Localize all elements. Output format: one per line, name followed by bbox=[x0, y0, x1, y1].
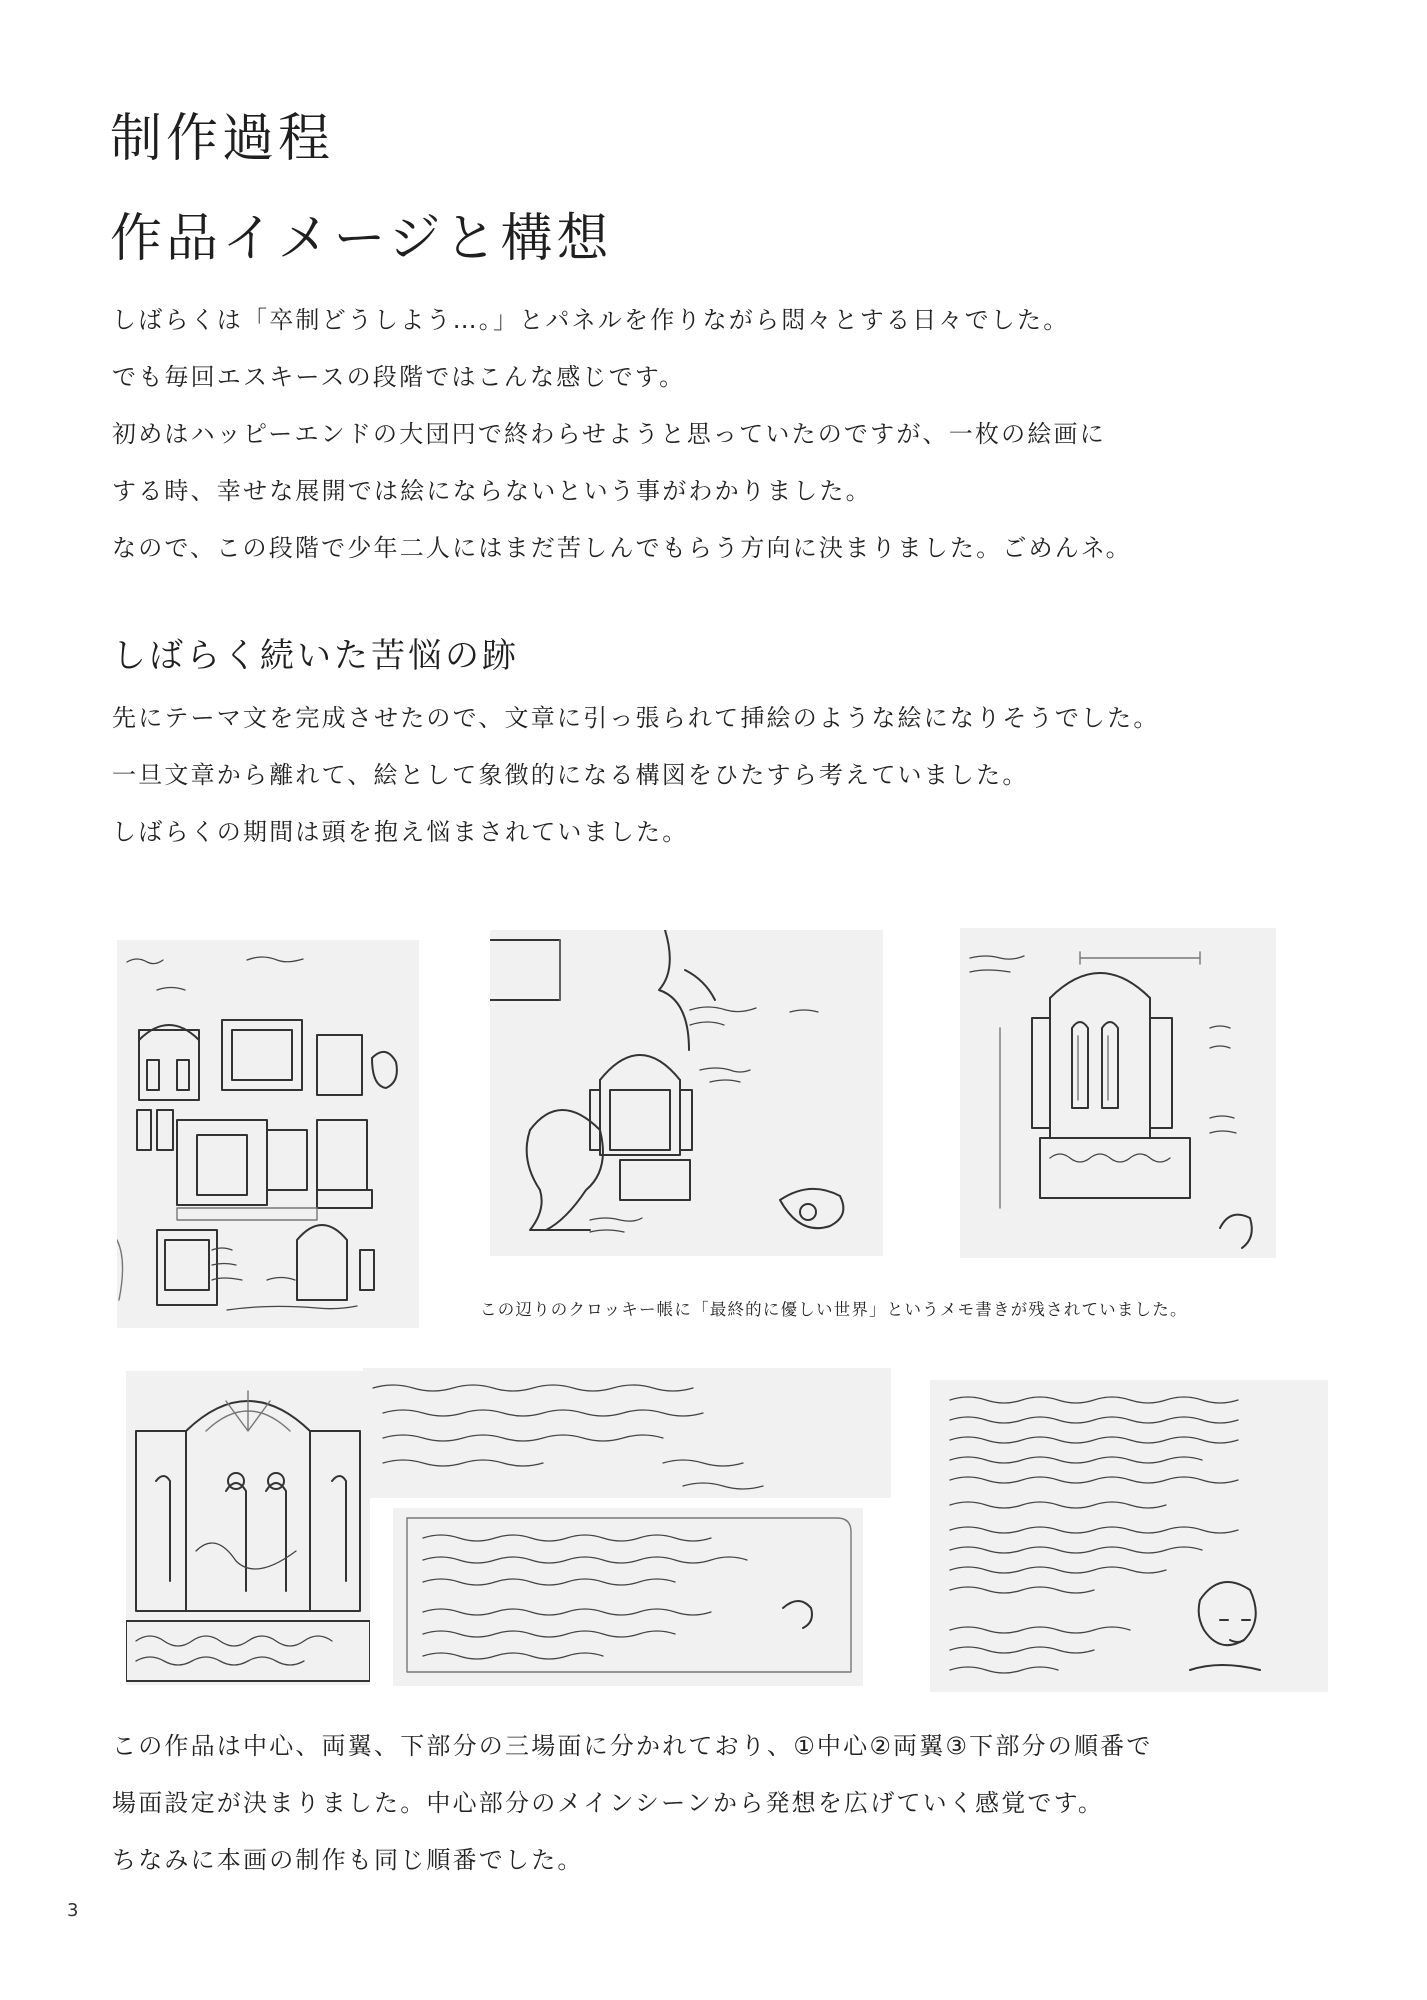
section-paragraph bbox=[112, 690, 1160, 861]
page-title: 制作過程 bbox=[110, 109, 335, 169]
intro-line: 初めはハッピーエンドの大団円で終わらせようと思っていたのですが、一枚の絵画に bbox=[112, 420, 1106, 448]
section-heading: しばらく続いた苦悩の跡 bbox=[112, 636, 519, 676]
section-line: しばらくの期間は頭を抱え悩まされていました。 bbox=[112, 818, 689, 846]
intro-line: でも毎回エスキースの段階ではこんな感じです。 bbox=[112, 363, 686, 391]
handwritten-notes-2 bbox=[393, 1508, 863, 1686]
section-line: 先にテーマ文を完成させたので、文章に引っ張られて挿絵のような絵になりそうでした。 bbox=[112, 704, 1160, 732]
intro-line: なので、この段階で少年二人にはまだ苦しんでもらう方向に決まりました。ごめんネ。 bbox=[112, 534, 1132, 562]
handwritten-notes-with-face bbox=[930, 1380, 1328, 1692]
altarpiece-measurement-sketch bbox=[960, 928, 1276, 1258]
intro-paragraph bbox=[112, 292, 1132, 577]
intro-line: しばらくは「卒制どうしよう…。」とパネルを作りながら悶々とする日々でした。 bbox=[112, 306, 1070, 334]
section-line: 一旦文章から離れて、絵として象徴的になる構図をひたすら考えていました。 bbox=[112, 761, 1029, 789]
outro-line: 場面設定が決まりました。中心部分のメインシーンから発想を広げていく感覚です。 bbox=[112, 1789, 1105, 1817]
altar-thumbnail-sketches bbox=[117, 940, 419, 1328]
boy-profile-and-altar-sketch bbox=[490, 930, 883, 1256]
outro-paragraph bbox=[112, 1718, 1153, 1889]
outro-line: ちなみに本画の制作も同じ順番でした。 bbox=[112, 1846, 584, 1874]
outro-line: この作品は中心、両翼、下部分の三場面に分かれており、①中心②両翼③下部分の順番で bbox=[112, 1732, 1153, 1760]
page-number: 3 bbox=[67, 1900, 79, 1921]
figure-caption: この辺りのクロッキー帳に「最終的に優しい世界」というメモ書きが残されていました。 bbox=[480, 1300, 1188, 1319]
handwritten-notes-1 bbox=[363, 1368, 891, 1498]
intro-line: する時、幸せな展開では絵にならないという事がわかりました。 bbox=[112, 477, 872, 505]
triptych-figures-sketch bbox=[126, 1371, 370, 1685]
page-subtitle: 作品イメージと構想 bbox=[110, 209, 613, 269]
